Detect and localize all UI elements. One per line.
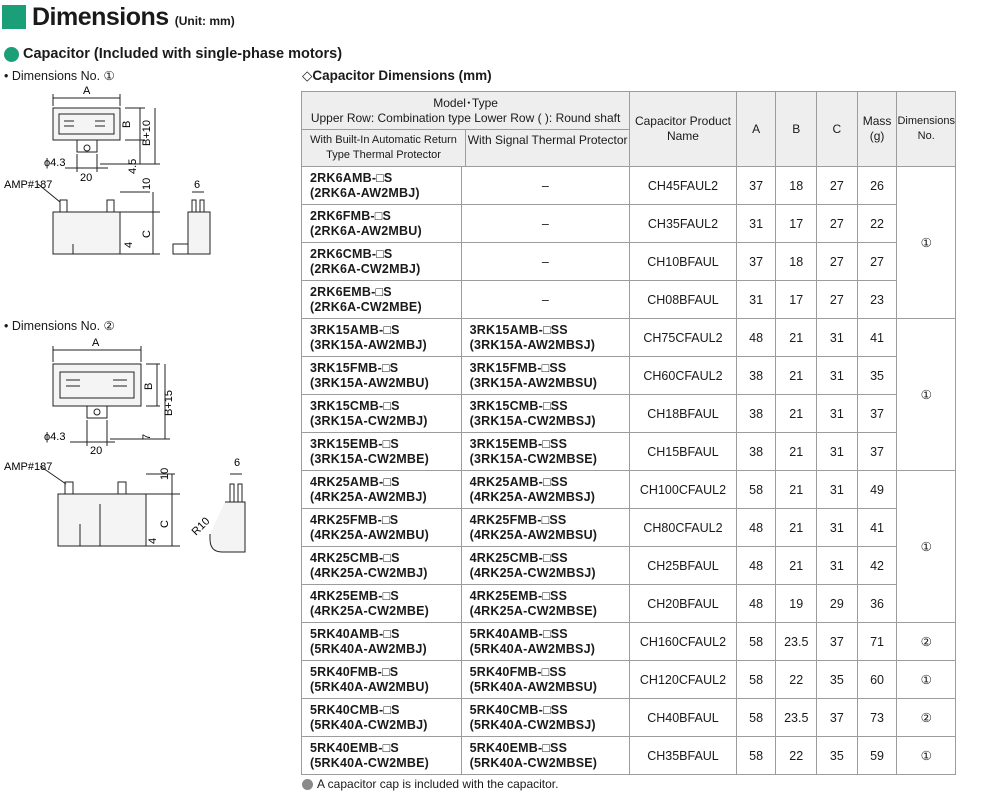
model-signal-round: (3RK15A-CW2MBSJ)	[469, 413, 596, 428]
model-none: –	[541, 216, 549, 231]
model-combination: 2RK6FMB-□S	[310, 208, 392, 223]
table-row	[302, 585, 956, 623]
capacitor-name: CH120CFAUL2	[639, 672, 727, 687]
mass-value: 36	[870, 596, 884, 611]
model-signal-round: (4RK25A-CW2MBSJ)	[469, 565, 596, 580]
mass-value: 22	[870, 216, 884, 231]
model-combination: 4RK25CMB-□S	[310, 550, 400, 565]
footnote: A capacitor cap is included with the capacitor.	[302, 777, 558, 791]
model-signal: 4RK25AMB-□SS	[469, 474, 568, 489]
table-row	[302, 737, 956, 775]
dim-b-value: 18	[789, 178, 804, 193]
model-signal-round: (5RK40A-AW2MBSU)	[469, 679, 598, 694]
dim-b-value: 17	[789, 292, 804, 307]
section-heading	[4, 46, 342, 62]
dim-4: 4	[123, 241, 135, 248]
model-signal: 3RK15EMB-□SS	[469, 436, 568, 451]
a-header: A	[736, 92, 776, 167]
model-combination: 3RK15FMB-□S	[310, 360, 399, 375]
dim-b-value: 19	[789, 596, 804, 611]
dim-6-2: 6	[234, 457, 241, 469]
col1-header: With Built-In Automatic Return Type Thermal Protector	[302, 130, 466, 166]
table-row	[302, 167, 956, 205]
table-title: ◇Capacitor Dimensions (mm)	[302, 68, 492, 83]
dim-10-2: 10	[159, 467, 171, 480]
dim-b10: B+10	[141, 120, 153, 146]
model-combination: 4RK25AMB-□S	[310, 474, 400, 489]
dim-b-value: 21	[789, 368, 804, 383]
model-signal: 5RK40CMB-□SS	[469, 702, 568, 717]
dim-b-value: 22	[789, 748, 804, 763]
dim-c-value: 27	[829, 216, 844, 231]
mass-value: 37	[870, 444, 884, 459]
dim-a-value: 31	[749, 292, 764, 307]
dim-a-value: 37	[749, 178, 764, 193]
capacitor-name: CH45FAUL2	[647, 178, 719, 193]
dim-a: A	[83, 85, 91, 97]
dimension-number: ①	[920, 540, 932, 554]
mass-value: 49	[870, 482, 884, 497]
table-row	[302, 433, 956, 471]
mass-value: 42	[870, 558, 884, 573]
capacitor-name: CH80CFAUL2	[643, 520, 723, 535]
model-round-shaft: (4RK25A-AW2MBU)	[310, 527, 429, 542]
capacitor-name: CH40BFAUL	[647, 710, 719, 725]
model-round-shaft: (3RK15A-CW2MBJ)	[310, 413, 428, 428]
capacitor-name: CH10BFAUL	[647, 254, 719, 269]
dim-phi: ϕ4.3	[44, 157, 66, 169]
model-signal-round: (3RK15A-AW2MBSU)	[469, 375, 598, 390]
mass-value: 37	[870, 406, 884, 421]
model-round-shaft: (2RK6A-CW2MBE)	[310, 299, 422, 314]
model-combination: 4RK25FMB-□S	[310, 512, 399, 527]
model-round-shaft: (4RK25A-CW2MBE)	[310, 603, 429, 618]
dim-6: 6	[194, 179, 201, 191]
table-row	[302, 547, 956, 585]
model-round-shaft: (5RK40A-CW2MBJ)	[310, 717, 428, 732]
dim-b-value: 18	[789, 254, 804, 269]
model-signal: 4RK25EMB-□SS	[469, 588, 568, 603]
model-signal: 4RK25FMB-□SS	[469, 512, 567, 527]
table-row	[302, 509, 956, 547]
capacitor-name: CH35BFAUL	[647, 748, 719, 763]
table-row	[302, 395, 956, 433]
dim-a-value: 31	[749, 216, 764, 231]
dim-c-value: 31	[829, 482, 844, 497]
dim-b-value: 21	[789, 482, 804, 497]
model-round-shaft: (3RK15A-AW2MBJ)	[310, 337, 427, 352]
capacitor-name: CH15BFAUL	[647, 444, 719, 459]
capacitor-name: CH60CFAUL2	[643, 368, 723, 383]
model-signal-round: (3RK15A-CW2MBSE)	[469, 451, 598, 466]
diagram2-label: • Dimensions No. ②	[4, 319, 115, 333]
header-square-icon	[2, 5, 26, 29]
dim-c-value: 37	[829, 634, 844, 649]
table-row	[302, 661, 956, 699]
amp-label: AMP#187	[4, 179, 53, 191]
table-row	[302, 357, 956, 395]
model-round-shaft: (3RK15A-AW2MBU)	[310, 375, 429, 390]
capacitor-name: CH100CFAUL2	[639, 482, 727, 497]
mass-value: 59	[870, 748, 884, 763]
dimension-number: ①	[920, 673, 932, 687]
dim-20-2: 20	[90, 445, 103, 457]
dim-20: 20	[80, 172, 93, 184]
model-signal: 5RK40EMB-□SS	[469, 740, 568, 755]
dim-b-value: 21	[789, 406, 804, 421]
dim-c-value: 27	[829, 178, 844, 193]
dim-c-2: C	[159, 520, 171, 528]
table-row	[302, 471, 956, 509]
mass-value: 60	[870, 672, 884, 687]
dimension-number: ①	[920, 749, 932, 763]
model-combination: 5RK40CMB-□S	[310, 702, 400, 717]
table-row	[302, 623, 956, 661]
model-round-shaft: (5RK40A-CW2MBE)	[310, 755, 429, 770]
table-row	[302, 319, 956, 357]
dim-b-value: 23.5	[784, 710, 809, 725]
model-combination: 5RK40EMB-□S	[310, 740, 399, 755]
mass-value: 41	[870, 330, 884, 345]
dim-b-value: 21	[789, 558, 804, 573]
dimension-number: ①	[920, 236, 932, 250]
b-header: B	[776, 92, 817, 167]
dim-phi-2: ϕ4.3	[44, 431, 66, 443]
model-round-shaft: (2RK6A-AW2MBU)	[310, 223, 422, 238]
dim-c-value: 27	[829, 254, 844, 269]
dim-c: C	[141, 230, 153, 238]
model-combination: 5RK40AMB-□S	[310, 626, 400, 641]
dim-b-2: B	[143, 382, 155, 390]
mass-value: 71	[870, 634, 884, 649]
model-none: –	[541, 178, 549, 193]
model-combination: 2RK6CMB-□S	[310, 246, 393, 261]
dim-c-value: 31	[829, 520, 844, 535]
dim-b-value: 21	[789, 444, 804, 459]
dimension-number: ②	[920, 635, 932, 649]
dim-a-value: 48	[749, 330, 764, 345]
model-round-shaft: (4RK25A-AW2MBJ)	[310, 489, 427, 504]
model-signal: 3RK15AMB-□SS	[469, 322, 568, 337]
dim-7: 7	[141, 433, 153, 440]
dim-c-value: 31	[829, 330, 844, 345]
capacitor-name: CH18BFAUL	[647, 406, 719, 421]
model-combination: 2RK6AMB-□S	[310, 170, 393, 185]
model-none: –	[541, 292, 549, 307]
dim-c-value: 35	[829, 748, 844, 763]
capacitor-name: CH08BFAUL	[647, 292, 719, 307]
capacitor-name: CH35FAUL2	[647, 216, 719, 231]
dim-a-value: 38	[749, 406, 764, 421]
dim-a-value: 48	[749, 596, 764, 611]
model-round-shaft: (2RK6A-AW2MBJ)	[310, 185, 420, 200]
dim-r10: R10	[189, 515, 213, 539]
dimno-header: Dimensions No.	[897, 92, 956, 167]
c-header: C	[817, 92, 858, 167]
dim-c-value: 37	[829, 710, 844, 725]
dim-b-value: 21	[789, 330, 804, 345]
model-signal: 3RK15FMB-□SS	[469, 360, 567, 375]
capacitor-table	[301, 91, 956, 775]
dim-c-value: 31	[829, 444, 844, 459]
dim-b-value: 23.5	[784, 634, 809, 649]
capacitor-name: CH25BFAUL	[647, 558, 719, 573]
model-signal: 5RK40FMB-□SS	[469, 664, 567, 679]
model-round-shaft: (3RK15A-CW2MBE)	[310, 451, 429, 466]
diagram1-drawing	[0, 84, 290, 269]
model-signal: 5RK40AMB-□SS	[469, 626, 568, 641]
mass-value: 35	[870, 368, 884, 383]
model-signal-round: (4RK25A-CW2MBSE)	[469, 603, 598, 618]
dim-10: 10	[141, 177, 153, 190]
amp-label-2: AMP#187	[4, 461, 53, 473]
model-combination: 3RK15EMB-□S	[310, 436, 399, 451]
dim-c-value: 35	[829, 672, 844, 687]
model-none: –	[541, 254, 549, 269]
dim-c-value: 29	[829, 596, 844, 611]
mass-value: 73	[870, 710, 884, 725]
dim-b-value: 22	[789, 672, 804, 687]
note-dot-icon	[302, 779, 313, 790]
model-signal-round: (4RK25A-AW2MBSU)	[469, 527, 598, 542]
dimension-number: ①	[920, 388, 932, 402]
model-combination: 5RK40FMB-□S	[310, 664, 399, 679]
dim-4-2: 4	[147, 537, 159, 544]
table-row	[302, 243, 956, 281]
model-signal: 3RK15CMB-□SS	[469, 398, 568, 413]
dim-a-value: 58	[749, 710, 764, 725]
model-round-shaft: (5RK40A-AW2MBU)	[310, 679, 429, 694]
col2-header: With Signal Thermal Protector	[467, 132, 628, 147]
page-title: Dimensions	[32, 2, 169, 31]
model-signal: 4RK25CMB-□SS	[469, 550, 568, 565]
dim-a-2: A	[92, 337, 100, 349]
dim-a-value: 37	[749, 254, 764, 269]
model-combination: 4RK25EMB-□S	[310, 588, 399, 603]
model-signal-round: (4RK25A-AW2MBSJ)	[469, 489, 596, 504]
dim-a-value: 38	[749, 444, 764, 459]
mass-value: 27	[870, 254, 884, 269]
dim-b-value: 21	[789, 520, 804, 535]
dim-a-value: 48	[749, 520, 764, 535]
dim-b: B	[121, 120, 133, 128]
dim-c-value: 31	[829, 406, 844, 421]
dimension-number: ②	[920, 711, 932, 725]
dim-a-value: 58	[749, 482, 764, 497]
model-round-shaft: (5RK40A-AW2MBJ)	[310, 641, 427, 656]
diagram1-label: • Dimensions No. ①	[4, 69, 115, 83]
table-row	[302, 699, 956, 737]
capacitor-header: Capacitor Product Name	[630, 92, 737, 167]
dim-a-value: 48	[749, 558, 764, 573]
capacitor-name: CH160CFAUL2	[639, 634, 727, 649]
table-row	[302, 281, 956, 319]
table-row	[302, 205, 956, 243]
dim-a-value: 58	[749, 634, 764, 649]
dim-c-value: 31	[829, 368, 844, 383]
capacitor-name: CH20BFAUL	[647, 596, 719, 611]
dim-a-value: 58	[749, 748, 764, 763]
model-combination: 3RK15AMB-□S	[310, 322, 400, 337]
mass-value: 41	[870, 520, 884, 535]
mass-value: 23	[870, 292, 884, 307]
mass-header: Mass (g)	[857, 92, 897, 167]
diagram2-drawing	[0, 334, 290, 574]
model-combination: 3RK15CMB-□S	[310, 398, 400, 413]
dim-b-value: 17	[789, 216, 804, 231]
model-signal-round: (5RK40A-CW2MBSJ)	[469, 717, 596, 732]
model-round-shaft: (2RK6A-CW2MBJ)	[310, 261, 421, 276]
dim-45: 4.5	[127, 158, 139, 174]
model-signal-round: (5RK40A-AW2MBSJ)	[469, 641, 596, 656]
dim-c-value: 27	[829, 292, 844, 307]
unit-label: (Unit: mm)	[174, 14, 235, 28]
capacitor-name: CH75CFAUL2	[643, 330, 723, 345]
model-signal-round: (5RK40A-CW2MBSE)	[469, 755, 598, 770]
section-title: Capacitor (Included with single-phase motors)	[23, 46, 343, 62]
model-combination: 2RK6EMB-□S	[310, 284, 392, 299]
model-round-shaft: (4RK25A-CW2MBJ)	[310, 565, 428, 580]
mass-value: 26	[870, 178, 884, 193]
dim-b15: B+15	[163, 390, 175, 416]
model-type-header: Model･Type Upper Row: Combination type Lower Row ( ): Round shaft With Built-In Automatic Return Type Thermal Protector With Signal Thermal Protector	[302, 92, 630, 167]
dim-a-value: 58	[749, 672, 764, 687]
section-dot-icon	[4, 47, 19, 62]
page-header	[2, 3, 235, 31]
dim-c-value: 31	[829, 558, 844, 573]
model-signal-round: (3RK15A-AW2MBSJ)	[469, 337, 596, 352]
dim-a-value: 38	[749, 368, 764, 383]
